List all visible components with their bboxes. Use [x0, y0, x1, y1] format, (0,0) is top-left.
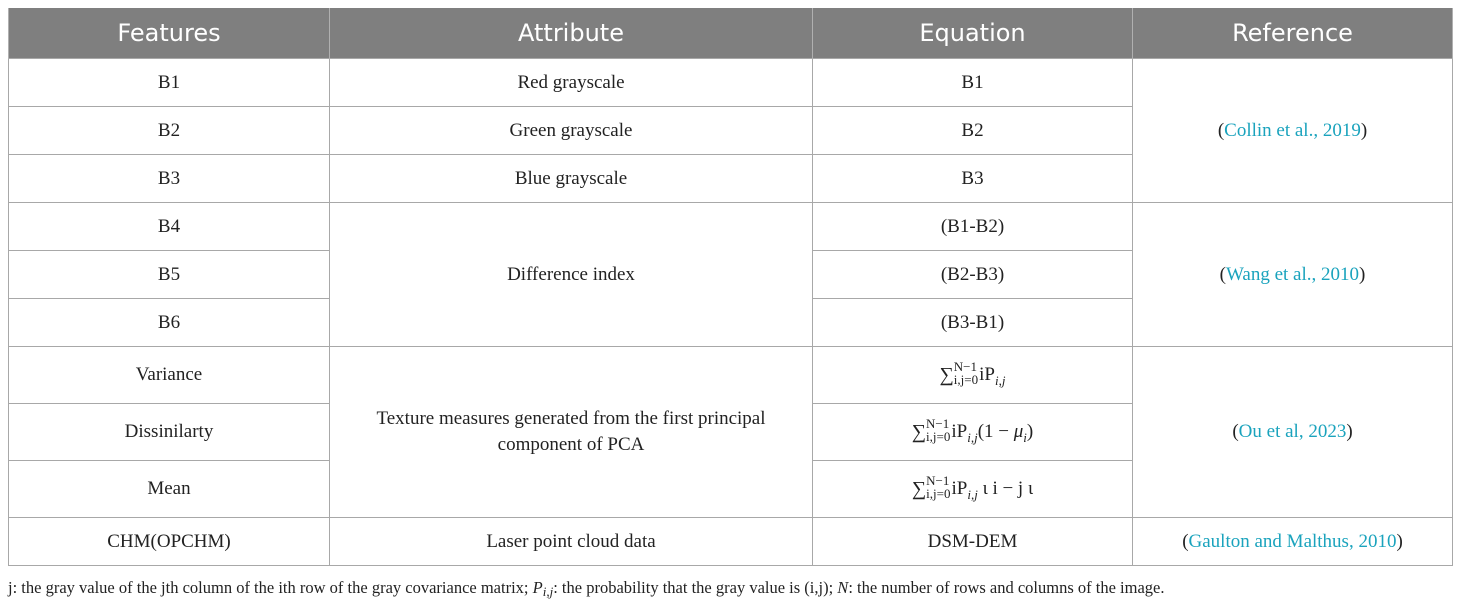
equation-cell: ∑ N−1 i,j=0 $iP_{i,j}$ — [813, 347, 1133, 404]
reference-link[interactable]: Gaulton and Malthus, 2010 — [1188, 530, 1397, 552]
equation-cell: (B1-B2) — [813, 203, 1133, 251]
table-row — [9, 59, 1453, 107]
header-features: Features — [9, 8, 330, 59]
attribute-cell: Red grayscale — [330, 59, 813, 107]
equation-cell: ∑ N−1 i,j=0 $iP_{i,j}$ ɩ i − j ɩ — [813, 461, 1133, 518]
reference-link[interactable]: Wang et al., 2010 — [1225, 263, 1360, 285]
feature-cell: B2 — [9, 107, 330, 155]
features-table — [8, 8, 1453, 566]
header-reference: Reference — [1133, 8, 1453, 59]
reference-link[interactable]: Ou et al, 2023 — [1238, 421, 1347, 443]
header-attribute: Attribute — [330, 8, 813, 59]
equation-cell: (B3-B1) — [813, 299, 1133, 347]
equation-cell: (B2-B3) — [813, 251, 1133, 299]
feature-cell: Mean — [9, 461, 330, 518]
equation-cell: ∑ N−1 i,j=0 $iP_{i,j}(1 - \mu_i)$ — [813, 404, 1133, 461]
feature-cell: B1 — [9, 59, 330, 107]
reference-cell: (Gaulton and Malthus, 2010) — [1133, 518, 1453, 566]
attribute-cell: Texture measures generated from the first principal component of PCA — [330, 347, 813, 518]
reference-cell: (Ou et al, 2023) — [1133, 347, 1453, 518]
attribute-cell: Green grayscale — [330, 107, 813, 155]
feature-cell: Dissinilarty — [9, 404, 330, 461]
attribute-cell: Laser point cloud data — [330, 518, 813, 566]
attribute-cell: Blue grayscale — [330, 155, 813, 203]
table-row — [9, 203, 1453, 251]
table-footnote: j: the gray value of the jth column of the ith row of the gray covariance matrix; Pi,j: the probability that the gray value is (i,j); N: the number of rows and columns of the image. — [8, 578, 1165, 599]
feature-cell: B6 — [9, 299, 330, 347]
table-row — [9, 347, 1453, 404]
equation-cell: DSM-DEM — [813, 518, 1133, 566]
feature-cell: CHM(OPCHM) — [9, 518, 330, 566]
reference-cell: (Wang et al., 2010) — [1133, 203, 1453, 347]
attribute-cell: Difference index — [330, 203, 813, 347]
table-row — [9, 518, 1453, 566]
reference-link[interactable]: Collin et al., 2019 — [1224, 119, 1361, 141]
feature-cell: Variance — [9, 347, 330, 404]
feature-cell: B3 — [9, 155, 330, 203]
header-row — [9, 8, 1453, 59]
equation-cell: B1 — [813, 59, 1133, 107]
feature-cell: B5 — [9, 251, 330, 299]
equation-cell: B2 — [813, 107, 1133, 155]
equation-cell: B3 — [813, 155, 1133, 203]
feature-cell: B4 — [9, 203, 330, 251]
reference-cell: (Collin et al., 2019) — [1133, 59, 1453, 203]
header-equation: Equation — [813, 8, 1133, 59]
